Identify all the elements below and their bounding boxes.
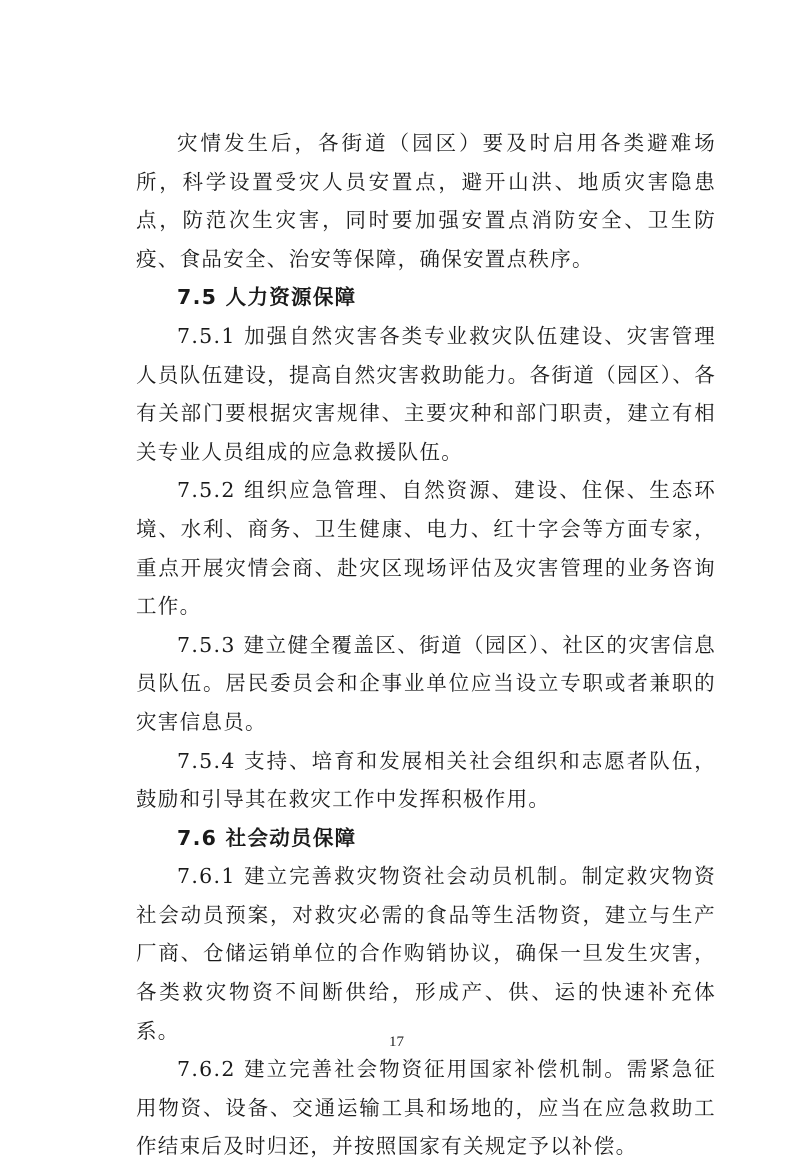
section-heading-7-5: 7.5 人力资源保障 xyxy=(177,285,357,310)
paragraph-shelter-arrangement: 灾情发生后，各街道（园区）要及时启用各类避难场所，科学设置受灾人员安置点，避开山洪、地质灾害隐患点，防范次生灾害，同时要加强安置点消防安全、卫生防疫、食品安全、治安等保障，确保安置点秩序。 xyxy=(136,131,716,271)
paragraph-7-5-4: 7.5.4 支持、培育和发展相关社会组织和志愿者队伍，鼓励和引导其在救灾工作中发挥积极作用。 xyxy=(136,748,716,812)
paragraph-7-5-3: 7.5.3 建立健全覆盖区、街道（园区）、社区的灾害信息员队伍。居民委员会和企事业单位应当设立专职或者兼职的灾害信息员。 xyxy=(136,632,716,734)
paragraph-7-5-2: 7.5.2 组织应急管理、自然资源、建设、住保、生态环境、水利、商务、卫生健康、电力、红十字会等方面专家，重点开展灾情会商、赴灾区现场评估及灾害管理的业务咨询工作。 xyxy=(136,478,716,619)
section-heading-7-6: 7.6 社会动员保障 xyxy=(177,825,357,850)
document-body xyxy=(136,124,716,1166)
paragraph-7-5-1: 7.5.1 加强自然灾害各类专业救灾队伍建设、灾害管理人员队伍建设，提高自然灾害救助能力。各街道（园区）、各有关部门要根据灾害规律、主要灾种和部门职责，建立有相关专业人员组成的应急救援队伍。 xyxy=(136,323,716,464)
paragraph-7-6-1: 7.6.1 建立完善救灾物资社会动员机制。制定救灾物资社会动员预案，对救灾必需的食品等生活物资，建立与生产厂商、仓储运销单位的合作购销协议，确保一旦发生灾害，各类救灾物资不间断供给，形成产、供、运的快速补充体系。 xyxy=(136,864,716,1043)
paragraph-7-6-2: 7.6.2 建立完善社会物资征用国家补偿机制。需紧急征用物资、设备、交通运输工具和场地的，应当在应急救助工作结束后及时归还，并按照国家有关规定予以补偿。 xyxy=(136,1057,716,1159)
page-number: 17 xyxy=(389,1034,404,1050)
